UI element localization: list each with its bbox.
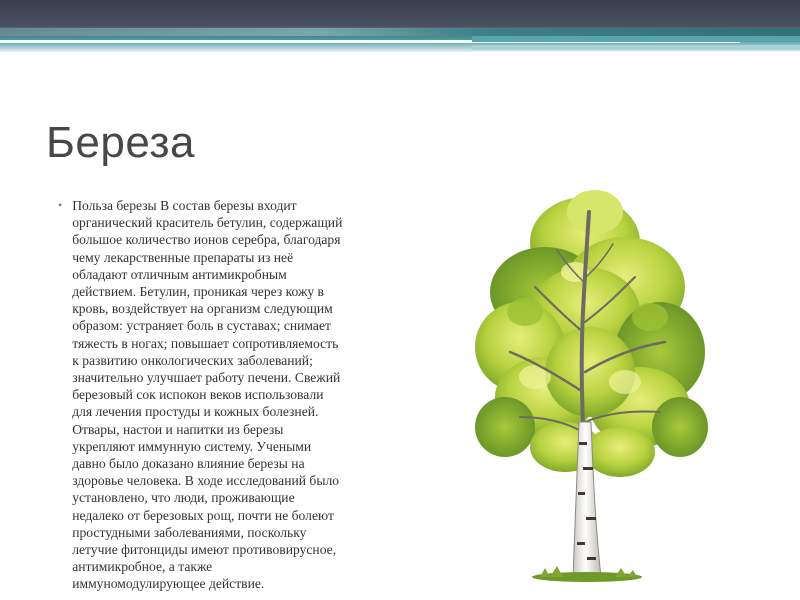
- header-accent-band-light: [472, 45, 800, 50]
- birch-tree-illustration: [465, 182, 715, 582]
- body-text: Польза березы В состав березы входит органический краситель бетулин, содержащий большое количество ионов серебра, благодаря чему лекарственные препараты из неё обладают отличным антимикробным действием. Бетулин, проникая через кожу в кровь, воздействует на организм следующим образом: устраняет боль в суставах; снимает тяжесть в ногах; повышает сопротивляемость к развитию онкологических заболеваний; значительно улучшает работу печени. Свежий березовый сок испокон веков использовали для лечения простуды и кожных болезней. Отвары, настои и напитки из березы укрепляют иммунную систему. Учеными давно было доказано влияние березы на здоровье человека. В ходе исследований было установлено, что люди, проживающие недалеко от березовых рощ, почти не болеют простудными заболеваниями, поскольку летучие фитонциды имеют противовирусное, антимикробное, а также иммуномодулирующее действие.: [72, 198, 343, 592]
- header-accent-band: [472, 36, 800, 42]
- header-decoration-bar: [0, 0, 800, 52]
- header-band: [0, 28, 800, 36]
- slide-title: Береза: [46, 118, 195, 167]
- bullet-point: •: [58, 198, 63, 212]
- slide-body: [58, 197, 403, 593]
